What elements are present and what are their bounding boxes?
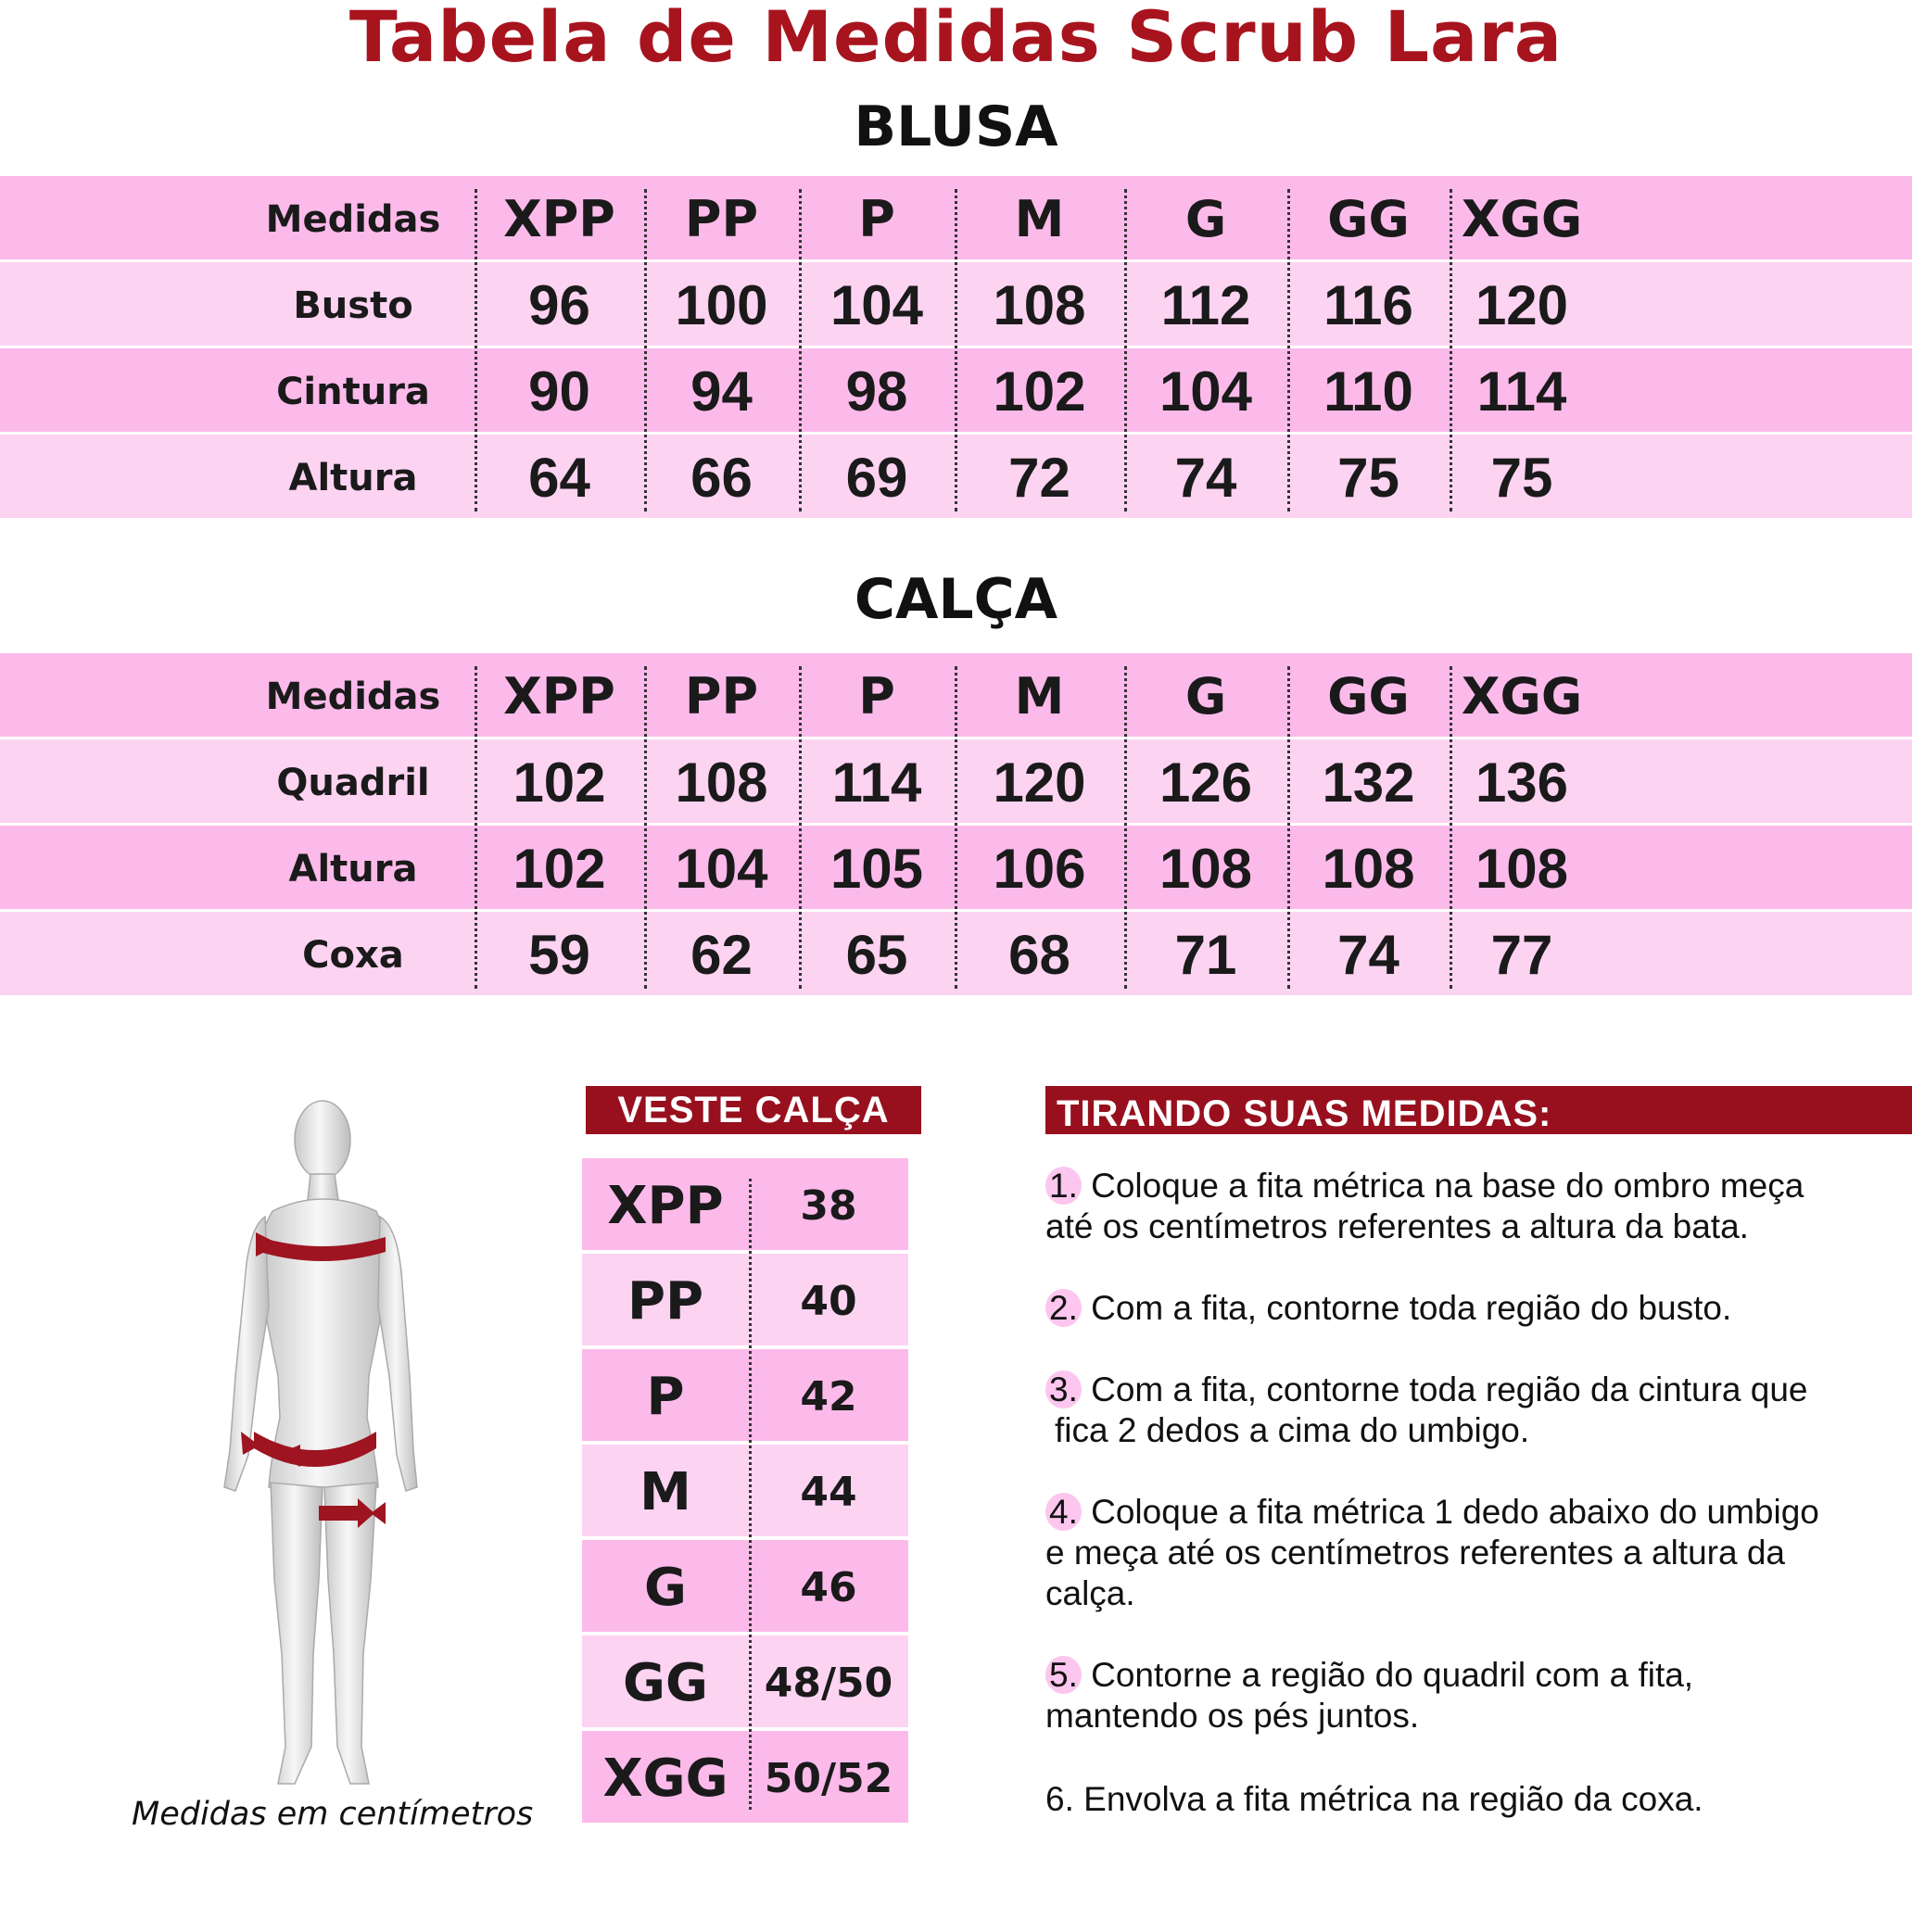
column-divider	[1450, 666, 1452, 989]
size-header-cell: GG	[1327, 667, 1410, 726]
row-label: Busto	[293, 284, 413, 327]
column-divider	[475, 666, 477, 989]
measure-cell: 105	[829, 838, 924, 900]
page-title: Tabela de Medidas Scrub Lara	[348, 0, 1564, 78]
instruction-text: Contorne a região do quadril com a fita,	[1081, 1656, 1694, 1694]
row-label: Altura	[288, 847, 418, 890]
measure-cell: 104	[1159, 360, 1253, 423]
measure-cell: 102	[513, 838, 606, 900]
column-divider	[1124, 189, 1127, 511]
veste-number-cell: 40	[800, 1277, 857, 1325]
measure-cell: 114	[1476, 360, 1567, 423]
measure-cell: 120	[993, 751, 1086, 814]
column-divider	[1287, 666, 1290, 989]
size-header-cell: GG	[1327, 190, 1410, 248]
instruction-text: fica 2 dedos a cima do umbigo.	[1055, 1411, 1530, 1449]
column-divider	[799, 189, 802, 511]
size-header-cell: XPP	[503, 667, 615, 726]
measure-cell: 66	[690, 447, 753, 509]
instruction-item	[1045, 1492, 1898, 1614]
size-header-cell: XGG	[1461, 190, 1583, 248]
row-label: Quadril	[276, 761, 430, 804]
veste-calca-header: VESTE CALÇA	[586, 1086, 921, 1134]
row-label: Cintura	[276, 370, 430, 413]
tirando-medidas-header: TIRANDO SUAS MEDIDAS:	[1045, 1086, 1912, 1134]
instruction-number: 4.	[1045, 1493, 1082, 1531]
column-divider	[955, 666, 957, 989]
size-header-cell: XGG	[1461, 667, 1583, 726]
instruction-text: calça.	[1045, 1574, 1135, 1612]
veste-calca-row	[582, 1731, 908, 1825]
measure-cell: 96	[528, 274, 590, 336]
instruction-item	[1045, 1370, 1898, 1451]
mannequin-figure	[204, 1098, 426, 1793]
instruction-number: 2.	[1045, 1289, 1082, 1327]
instruction-text: Coloque a fita métrica na base do ombro meça	[1081, 1167, 1804, 1205]
veste-size-cell: P	[646, 1366, 685, 1427]
veste-number-cell: 46	[800, 1563, 857, 1611]
column-divider	[644, 666, 647, 989]
measure-cell: 116	[1323, 274, 1413, 336]
measure-cell: 64	[528, 447, 590, 509]
size-header-cell: M	[1014, 190, 1065, 248]
measure-cell: 69	[845, 447, 908, 509]
veste-number-cell: 48/50	[764, 1659, 893, 1707]
measure-cell: 74	[1337, 924, 1399, 986]
instruction-text: até os centímetros referentes a altura da bata.	[1045, 1207, 1749, 1245]
measure-cell: 74	[1174, 447, 1237, 509]
measure-cell: 102	[513, 751, 606, 814]
column-divider	[475, 189, 477, 511]
veste-size-cell: M	[639, 1461, 691, 1522]
size-header-cell: P	[858, 667, 895, 726]
measure-cell: 108	[675, 751, 768, 814]
measure-cell: 132	[1322, 751, 1415, 814]
measure-cell: 136	[1475, 751, 1569, 814]
size-header-cell: P	[858, 190, 895, 248]
measure-cell: 75	[1337, 447, 1399, 509]
column-divider	[1287, 189, 1290, 511]
measure-cell: 62	[690, 924, 753, 986]
measure-cell: 59	[528, 924, 590, 986]
size-header-cell: PP	[684, 190, 759, 248]
instruction-number: 1.	[1045, 1167, 1082, 1205]
veste-size-cell: XPP	[607, 1175, 724, 1236]
veste-calca-row	[582, 1254, 908, 1348]
column-divider	[955, 189, 957, 511]
measure-cell: 71	[1174, 924, 1237, 986]
size-header-cell: G	[1184, 667, 1227, 726]
measure-cell: 108	[1159, 838, 1253, 900]
veste-calca-row	[582, 1158, 908, 1253]
column-divider	[799, 666, 802, 989]
measure-cell: 106	[993, 838, 1086, 900]
calca-title: CALÇA	[854, 567, 1058, 632]
measure-cell: 120	[1475, 274, 1569, 336]
instruction-item	[1045, 1779, 1898, 1820]
row-label: Altura	[288, 456, 418, 499]
column-divider	[644, 189, 647, 511]
blusa-title: BLUSA	[854, 95, 1058, 159]
instruction-item	[1045, 1655, 1898, 1736]
veste-calca-row	[582, 1540, 908, 1635]
measure-cell: 94	[690, 360, 753, 423]
measure-cell: 68	[1008, 924, 1070, 986]
measure-cell: 65	[845, 924, 908, 986]
measure-cell: 104	[675, 838, 768, 900]
measure-cell: 114	[831, 751, 922, 814]
column-divider	[1450, 189, 1452, 511]
medidas-label: Medidas	[265, 675, 441, 718]
veste-number-cell: 42	[800, 1372, 857, 1421]
instruction-text: mantendo os pés juntos.	[1045, 1697, 1420, 1735]
instruction-text: Coloque a fita métrica 1 dedo abaixo do umbigo	[1081, 1493, 1819, 1531]
measure-cell: 72	[1008, 447, 1070, 509]
measure-cell: 108	[993, 274, 1086, 336]
veste-number-cell: 44	[800, 1468, 857, 1516]
measure-cell: 108	[1475, 838, 1569, 900]
medidas-label: Medidas	[265, 197, 441, 241]
size-header-cell: PP	[684, 667, 759, 726]
measure-cell: 98	[845, 360, 908, 423]
size-header-cell: M	[1014, 667, 1065, 726]
veste-size-cell: G	[644, 1557, 687, 1618]
instruction-item	[1045, 1288, 1898, 1329]
measure-cell: 100	[675, 274, 768, 336]
row-label: Coxa	[302, 933, 404, 977]
veste-calca-row	[582, 1349, 908, 1444]
veste-size-cell: PP	[627, 1270, 704, 1332]
measure-cell: 104	[829, 274, 924, 336]
column-divider	[1124, 666, 1127, 989]
instruction-text: Com a fita, contorne toda região da cintura que	[1081, 1370, 1808, 1408]
veste-number-cell: 50/52	[764, 1754, 893, 1802]
instruction-text: Com a fita, contorne toda região do busto.	[1081, 1289, 1732, 1327]
measure-cell: 112	[1160, 274, 1251, 336]
size-header-cell: G	[1184, 190, 1227, 248]
instruction-text: Envolva a fita métrica na região da coxa.	[1073, 1780, 1703, 1818]
column-divider	[749, 1179, 752, 1810]
measure-cell: 126	[1159, 751, 1253, 814]
instruction-number: 5.	[1045, 1656, 1082, 1694]
instruction-number: 6.	[1045, 1780, 1074, 1818]
veste-calca-row	[582, 1635, 908, 1730]
veste-calca-row	[582, 1445, 908, 1539]
instruction-text: e meça até os centímetros referentes a altura da	[1045, 1534, 1785, 1572]
measure-cell: 75	[1490, 447, 1553, 509]
measures-caption: Medidas em centímetros	[132, 1796, 534, 1833]
veste-size-cell: GG	[623, 1652, 708, 1713]
size-header-cell: XPP	[503, 190, 615, 248]
measure-cell: 102	[993, 360, 1086, 423]
measure-cell: 110	[1323, 360, 1413, 423]
veste-number-cell: 38	[800, 1181, 857, 1230]
veste-size-cell: XGG	[602, 1748, 728, 1809]
measure-cell: 90	[528, 360, 590, 423]
instruction-number: 3.	[1045, 1370, 1082, 1408]
measure-cell: 108	[1322, 838, 1415, 900]
measure-cell: 77	[1490, 924, 1553, 986]
instruction-item	[1045, 1166, 1898, 1247]
